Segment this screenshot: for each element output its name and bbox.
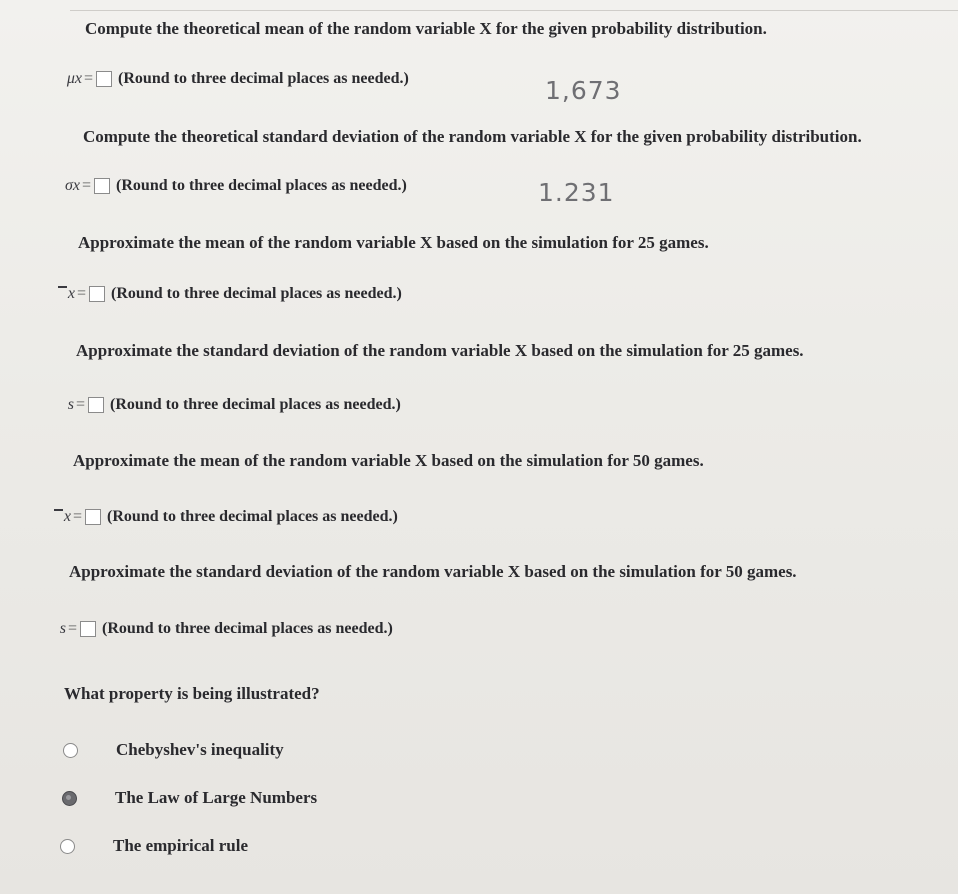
question-mean-25: Approximate the mean of the random variable X based on the simulation for 25 games.	[78, 233, 709, 252]
theoretical-sd-input[interactable]	[94, 178, 110, 194]
mu-x-symbol: μx	[66, 70, 82, 87]
answer-row-theoretical-sd	[50, 177, 407, 195]
question-theoretical-sd: Compute the theoretical standard deviation of the random variable X for the given probability distribution.	[83, 127, 862, 146]
x-bar-symbol: x	[45, 285, 75, 303]
equals-sign: =	[84, 70, 94, 87]
round-hint: (Round to three decimal places as needed.)	[107, 508, 398, 525]
equals-sign: =	[73, 508, 83, 525]
radio-button[interactable]	[63, 743, 78, 758]
round-hint: (Round to three decimal places as needed.)	[110, 396, 401, 413]
answer-row-sd-25	[44, 396, 401, 414]
divider	[70, 10, 958, 11]
question-sd-50: Approximate the standard deviation of the random variable X based on the simulation for 50 games.	[69, 562, 797, 581]
round-hint: (Round to three decimal places as needed.)	[111, 285, 402, 302]
x-bar-symbol: x	[41, 508, 71, 526]
s-symbol: s	[67, 396, 74, 413]
question-property: What property is being illustrated?	[64, 684, 320, 703]
option-label: Chebyshev's inequality	[116, 740, 284, 759]
radio-button[interactable]	[60, 839, 75, 854]
question-sd-25: Approximate the standard deviation of the random variable X based on the simulation for 25 games.	[76, 341, 804, 360]
round-hint: (Round to three decimal places as needed.)	[116, 177, 407, 194]
s-symbol: s	[59, 620, 66, 637]
sd-25-input[interactable]	[88, 397, 104, 413]
radio-button-selected[interactable]	[62, 791, 77, 806]
mean-50-input[interactable]	[85, 509, 101, 525]
answer-row-mean-50	[41, 508, 398, 526]
round-hint: (Round to three decimal places as needed.)	[118, 70, 409, 87]
question-theoretical-mean: Compute the theoretical mean of the random variable X for the given probability distribution.	[85, 19, 767, 38]
handwritten-sd: 1.231	[538, 178, 615, 207]
answer-row-theoretical-mean	[52, 70, 409, 88]
option-label: The Law of Large Numbers	[115, 788, 318, 807]
mean-25-input[interactable]	[89, 286, 105, 302]
theoretical-mean-input[interactable]	[96, 71, 112, 87]
option-chebyshev[interactable]	[63, 740, 284, 760]
sd-50-input[interactable]	[80, 621, 96, 637]
equals-sign: =	[76, 396, 86, 413]
equals-sign: =	[82, 177, 92, 194]
question-mean-50: Approximate the mean of the random variable X based on the simulation for 50 games.	[73, 451, 704, 470]
answer-row-sd-50	[36, 620, 393, 638]
round-hint: (Round to three decimal places as needed.)	[102, 620, 393, 637]
equals-sign: =	[68, 620, 78, 637]
option-empirical-rule[interactable]	[60, 836, 248, 856]
handwritten-mean: 1,673	[545, 76, 622, 105]
option-label: The empirical rule	[113, 836, 249, 855]
answer-row-mean-25	[45, 285, 402, 303]
equals-sign: =	[77, 285, 87, 302]
sigma-x-symbol: σx	[65, 177, 80, 194]
option-law-of-large-numbers[interactable]	[62, 788, 317, 808]
